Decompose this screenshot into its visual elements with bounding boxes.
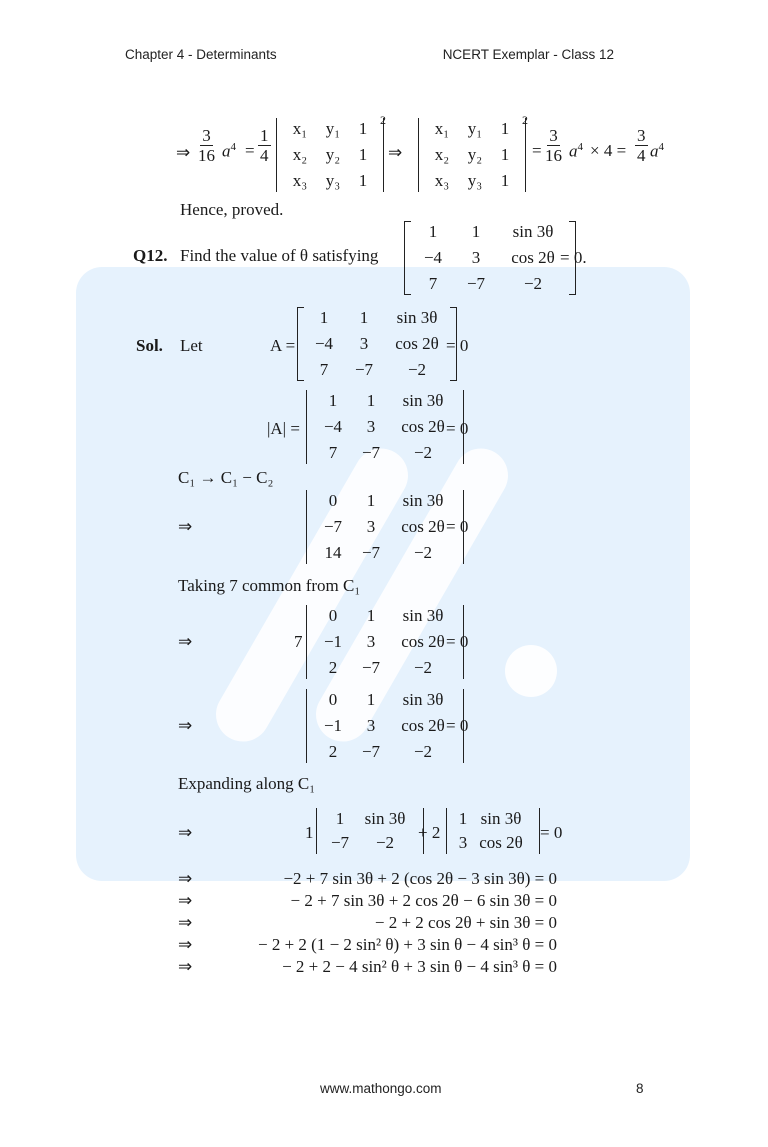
- taking-common-text: Taking 7 common from C₁: [178, 576, 361, 595]
- top-arrow-2: ⇒: [388, 143, 403, 162]
- top-fraction-4: $\frac{3}{4}$: [637, 126, 646, 165]
- watermark-dot: [505, 645, 557, 697]
- top-determinant-1: x₁ y₁ 1 x₂ y₂ 1 x₃ y₃ 1: [276, 118, 384, 192]
- arrow-step-5: ⇒: [178, 957, 193, 976]
- top-squared-1: 2: [380, 113, 386, 127]
- solution-matrix-a: 1 1 sin 3θ −4 3 cos 2θ 7 −7 −2: [297, 307, 457, 381]
- top-squared-2: 2: [522, 113, 528, 127]
- question-text: Find the value of θ satisfying: [180, 246, 379, 265]
- chapter-title: Chapter 4 - Determinants: [125, 47, 277, 62]
- solution-label: Sol.: [136, 336, 163, 355]
- expanding-text: Expanding along C₁: [178, 774, 316, 793]
- question-label: Q12.: [133, 246, 168, 265]
- minor-determinant-1: 1 sin 3θ −7 −2: [316, 808, 424, 854]
- top-eq: =: [245, 141, 255, 160]
- book-title: NCERT Exemplar - Class 12: [442, 47, 614, 62]
- step-1: −2 + 7 sin 3θ + 2 (cos 2θ − 3 sin 3θ) = 0: [283, 869, 557, 888]
- minor-determinant-2: 1 sin 3θ 3 cos 2θ: [446, 808, 540, 854]
- eq-zero-5: = 0: [446, 716, 469, 735]
- arrow-2: ⇒: [178, 632, 193, 651]
- arrow-step-1: ⇒: [178, 869, 193, 888]
- eq-zero-6: = 0: [540, 823, 563, 842]
- solution-determinant-a: 1 1 sin 3θ −4 3 cos 2θ 7 −7 −2: [306, 390, 464, 464]
- determinant-after-operation: 0 1 sin 3θ −7 3 cos 2θ 14 −7 −2: [306, 490, 464, 564]
- top-fraction-1: $\frac{3}{16}$: [198, 126, 215, 165]
- eq-zero-1: = 0: [446, 336, 469, 355]
- top-fraction-3: $\frac{3}{16}$: [545, 126, 562, 165]
- top-a4-1: $a^4$: [222, 141, 236, 161]
- eq-zero-4: = 0: [446, 632, 469, 651]
- top-a4-2: $a^4$: [569, 141, 583, 161]
- step-5: − 2 + 2 − 4 sin² θ + 3 sin θ − 4 sin³ θ = 0: [282, 957, 557, 976]
- arrow-step-4: ⇒: [178, 935, 193, 954]
- step-4: − 2 + 2 (1 − 2 sin² θ) + 3 sin θ − 4 sin³ θ = 0: [258, 935, 557, 954]
- determinant-factored: 0 1 sin 3θ −1 3 cos 2θ 2 −7 −2: [306, 605, 464, 679]
- column-operation: C₁ → C₁ − C₂: [178, 468, 274, 487]
- arrow-4: ⇒: [178, 823, 193, 842]
- minor1-coefficient: 1: [305, 823, 314, 842]
- common-factor: 7: [294, 632, 303, 651]
- question-tail: = 0.: [560, 248, 587, 267]
- arrow-1: ⇒: [178, 517, 193, 536]
- a-equals: A =: [270, 336, 296, 355]
- hence-proved: Hence, proved.: [180, 200, 284, 219]
- step-2: − 2 + 7 sin 3θ + 2 cos 2θ − 6 sin 3θ = 0: [290, 891, 557, 910]
- top-determinant-2: x₁ y₁ 1 x₂ y₂ 1 x₃ y₃ 1: [418, 118, 526, 192]
- question-matrix: 1 1 sin 3θ −4 3 cos 2θ 7 −7 −2: [404, 221, 576, 295]
- footer-website[interactable]: www.mathongo.com: [320, 1081, 442, 1096]
- arrow-step-2: ⇒: [178, 891, 193, 910]
- page-number: 8: [636, 1081, 644, 1096]
- plus-two: + 2: [418, 823, 441, 842]
- arrow-3: ⇒: [178, 716, 193, 735]
- determinant-reduced: 0 1 sin 3θ −1 3 cos 2θ 2 −7 −2: [306, 689, 464, 763]
- top-fraction-2: $\frac{1}{4}$: [260, 126, 269, 165]
- top-arrow: ⇒: [176, 143, 191, 162]
- abs-a-equals: |A| =: [267, 419, 300, 438]
- top-eq-2: =: [532, 141, 542, 160]
- top-times-4: × 4 =: [590, 141, 627, 160]
- arrow-step-3: ⇒: [178, 913, 193, 932]
- let-text: Let: [180, 336, 203, 355]
- eq-zero-2: = 0: [446, 419, 469, 438]
- top-a4-3: $a^4$: [650, 141, 664, 161]
- eq-zero-3: = 0: [446, 517, 469, 536]
- step-3: − 2 + 2 cos 2θ + sin 3θ = 0: [374, 913, 557, 932]
